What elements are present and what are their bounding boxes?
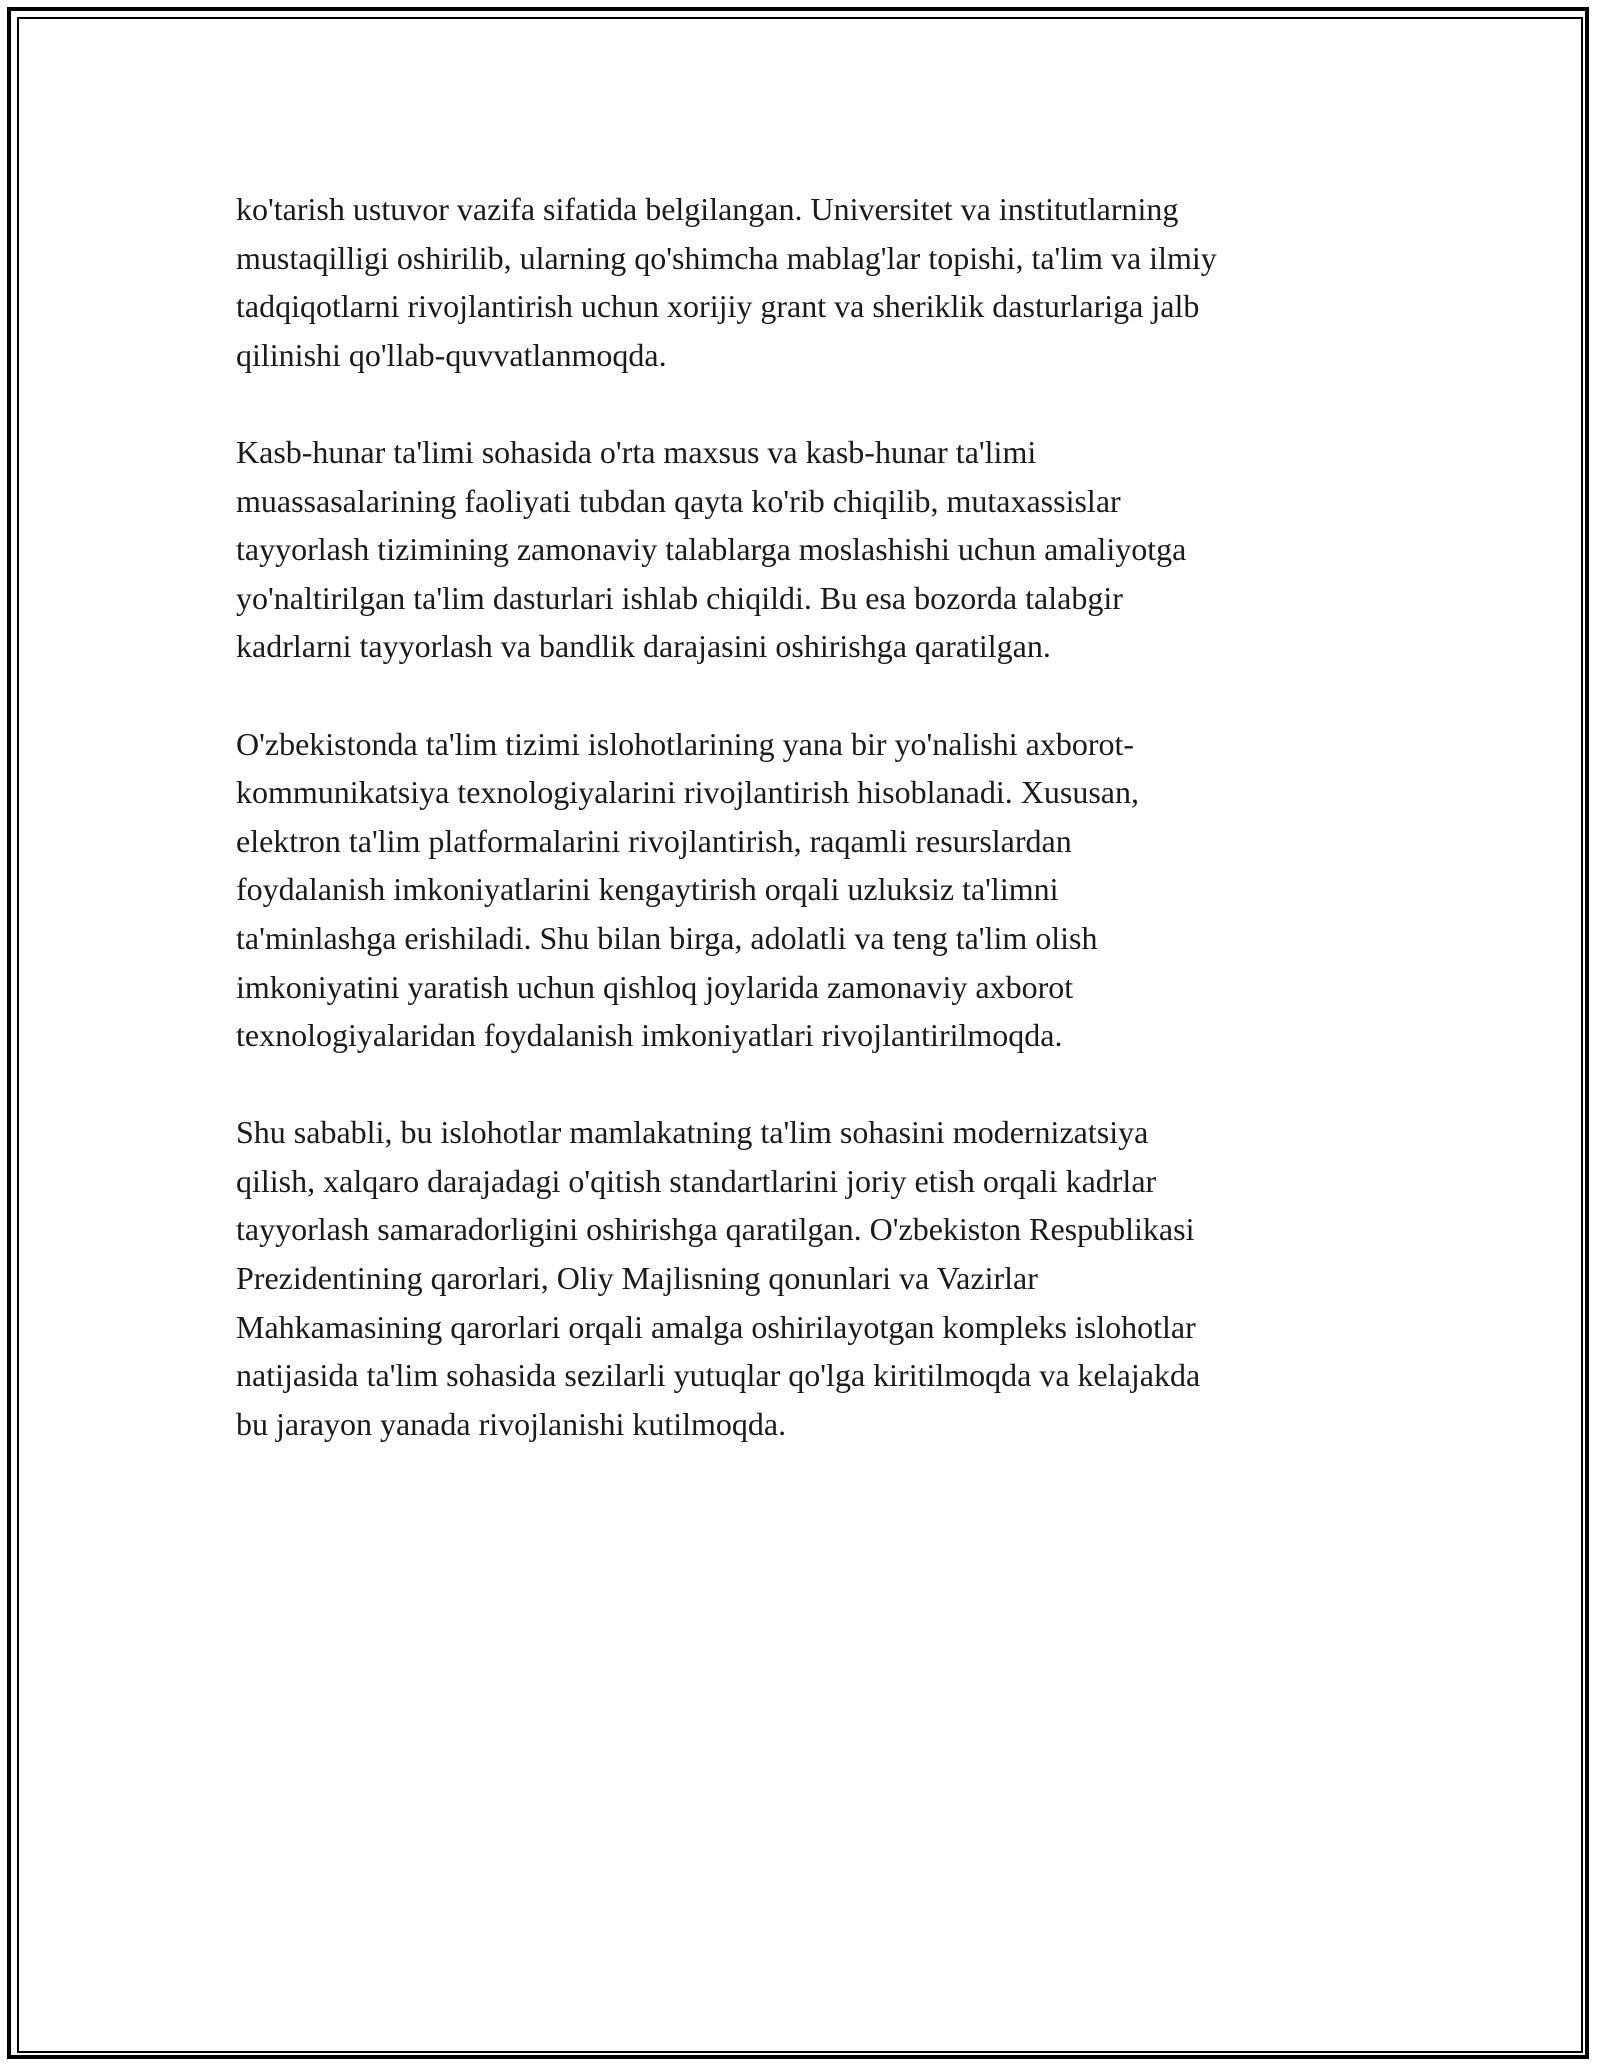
text-line: qilish, xalqaro darajadagi o'qitish standartlarini joriy etish orqali kadrlar [236,1162,1157,1199]
text-line: Mahkamasining qarorlari orqali amalga oshirilayotgan kompleks islohotlar [236,1308,1196,1345]
text-line: Kasb-hunar ta'limi sohasida o'rta maxsus va kasb-hunar ta'limi [236,433,1037,470]
paragraph-1 [236,185,1366,379]
document-body [236,185,1366,1497]
text-line: qilinishi qo'llab-quvvatlanmoqda. [236,336,667,373]
text-line: elektron ta'lim platformalarini rivojlantirish, raqamli resurslardan [236,822,1072,859]
paragraph-4 [236,1108,1366,1448]
text-line: mustaqilligi oshirilib, ularning qo'shimcha mablag'lar topishi, ta'lim va ilmiy [236,239,1217,276]
text-line: kommunikatsiya texnologiyalarini rivojlantirish hisoblanadi. Xususan, [236,774,1139,811]
text-line: foydalanish imkoniyatlarini kengaytirish orqali uzluksiz ta'limni [236,871,1059,908]
text-line: texnologiyalaridan foydalanish imkoniyatlari rivojlantirilmoqda. [236,1017,1063,1054]
text-line: muassasalarining faoliyati tubdan qayta ko'rib chiqilib, mutaxassislar [236,482,1121,519]
text-line: ko'tarish ustuvor vazifa sifatida belgilangan. Universitet va institutlarning [236,191,1179,227]
text-line: tayyorlash samaradorligini oshirishga qaratilgan. O'zbekiston Respublikasi [236,1211,1195,1248]
text-line: natijasida ta'lim sohasida sezilarli yutuqlar qo'lga kiritilmoqda va kelajakda [236,1357,1201,1394]
text-line: tayyorlash tizimining zamonaviy talablarga moslashishi uchun amaliyotga [236,531,1187,568]
text-line: tadqiqotlarni rivojlantirish uchun xorijiy grant va sheriklik dasturlariga jalb [236,288,1200,325]
paragraph-2 [236,428,1366,671]
text-line: ta'minlashga erishiladi. Shu bilan birga, adolatli va teng ta'lim olish [236,919,1098,956]
text-line: Shu sababli, bu islohotlar mamlakatning ta'lim sohasini modernizatsiya [236,1114,1149,1151]
paragraph-3 [236,720,1366,1060]
text-line: O'zbekistonda ta'lim tizimi islohotlarining yana bir yo'nalishi axborot- [236,725,1135,762]
text-line: kadrlarni tayyorlash va bandlik darajasini oshirishga qaratilgan. [236,628,1051,665]
text-line: Prezidentining qarorlari, Oliy Majlisning qonunlari va Vazirlar [236,1260,1038,1297]
text-line: yo'naltirilgan ta'lim dasturlari ishlab chiqildi. Bu esa bozorda talabgir [236,579,1123,616]
text-line: bu jarayon yanada rivojlanishi kutilmoqda. [236,1405,787,1442]
text-line: imkoniyatini yaratish uchun qishloq joylarida zamonaviy axborot [236,968,1074,1005]
